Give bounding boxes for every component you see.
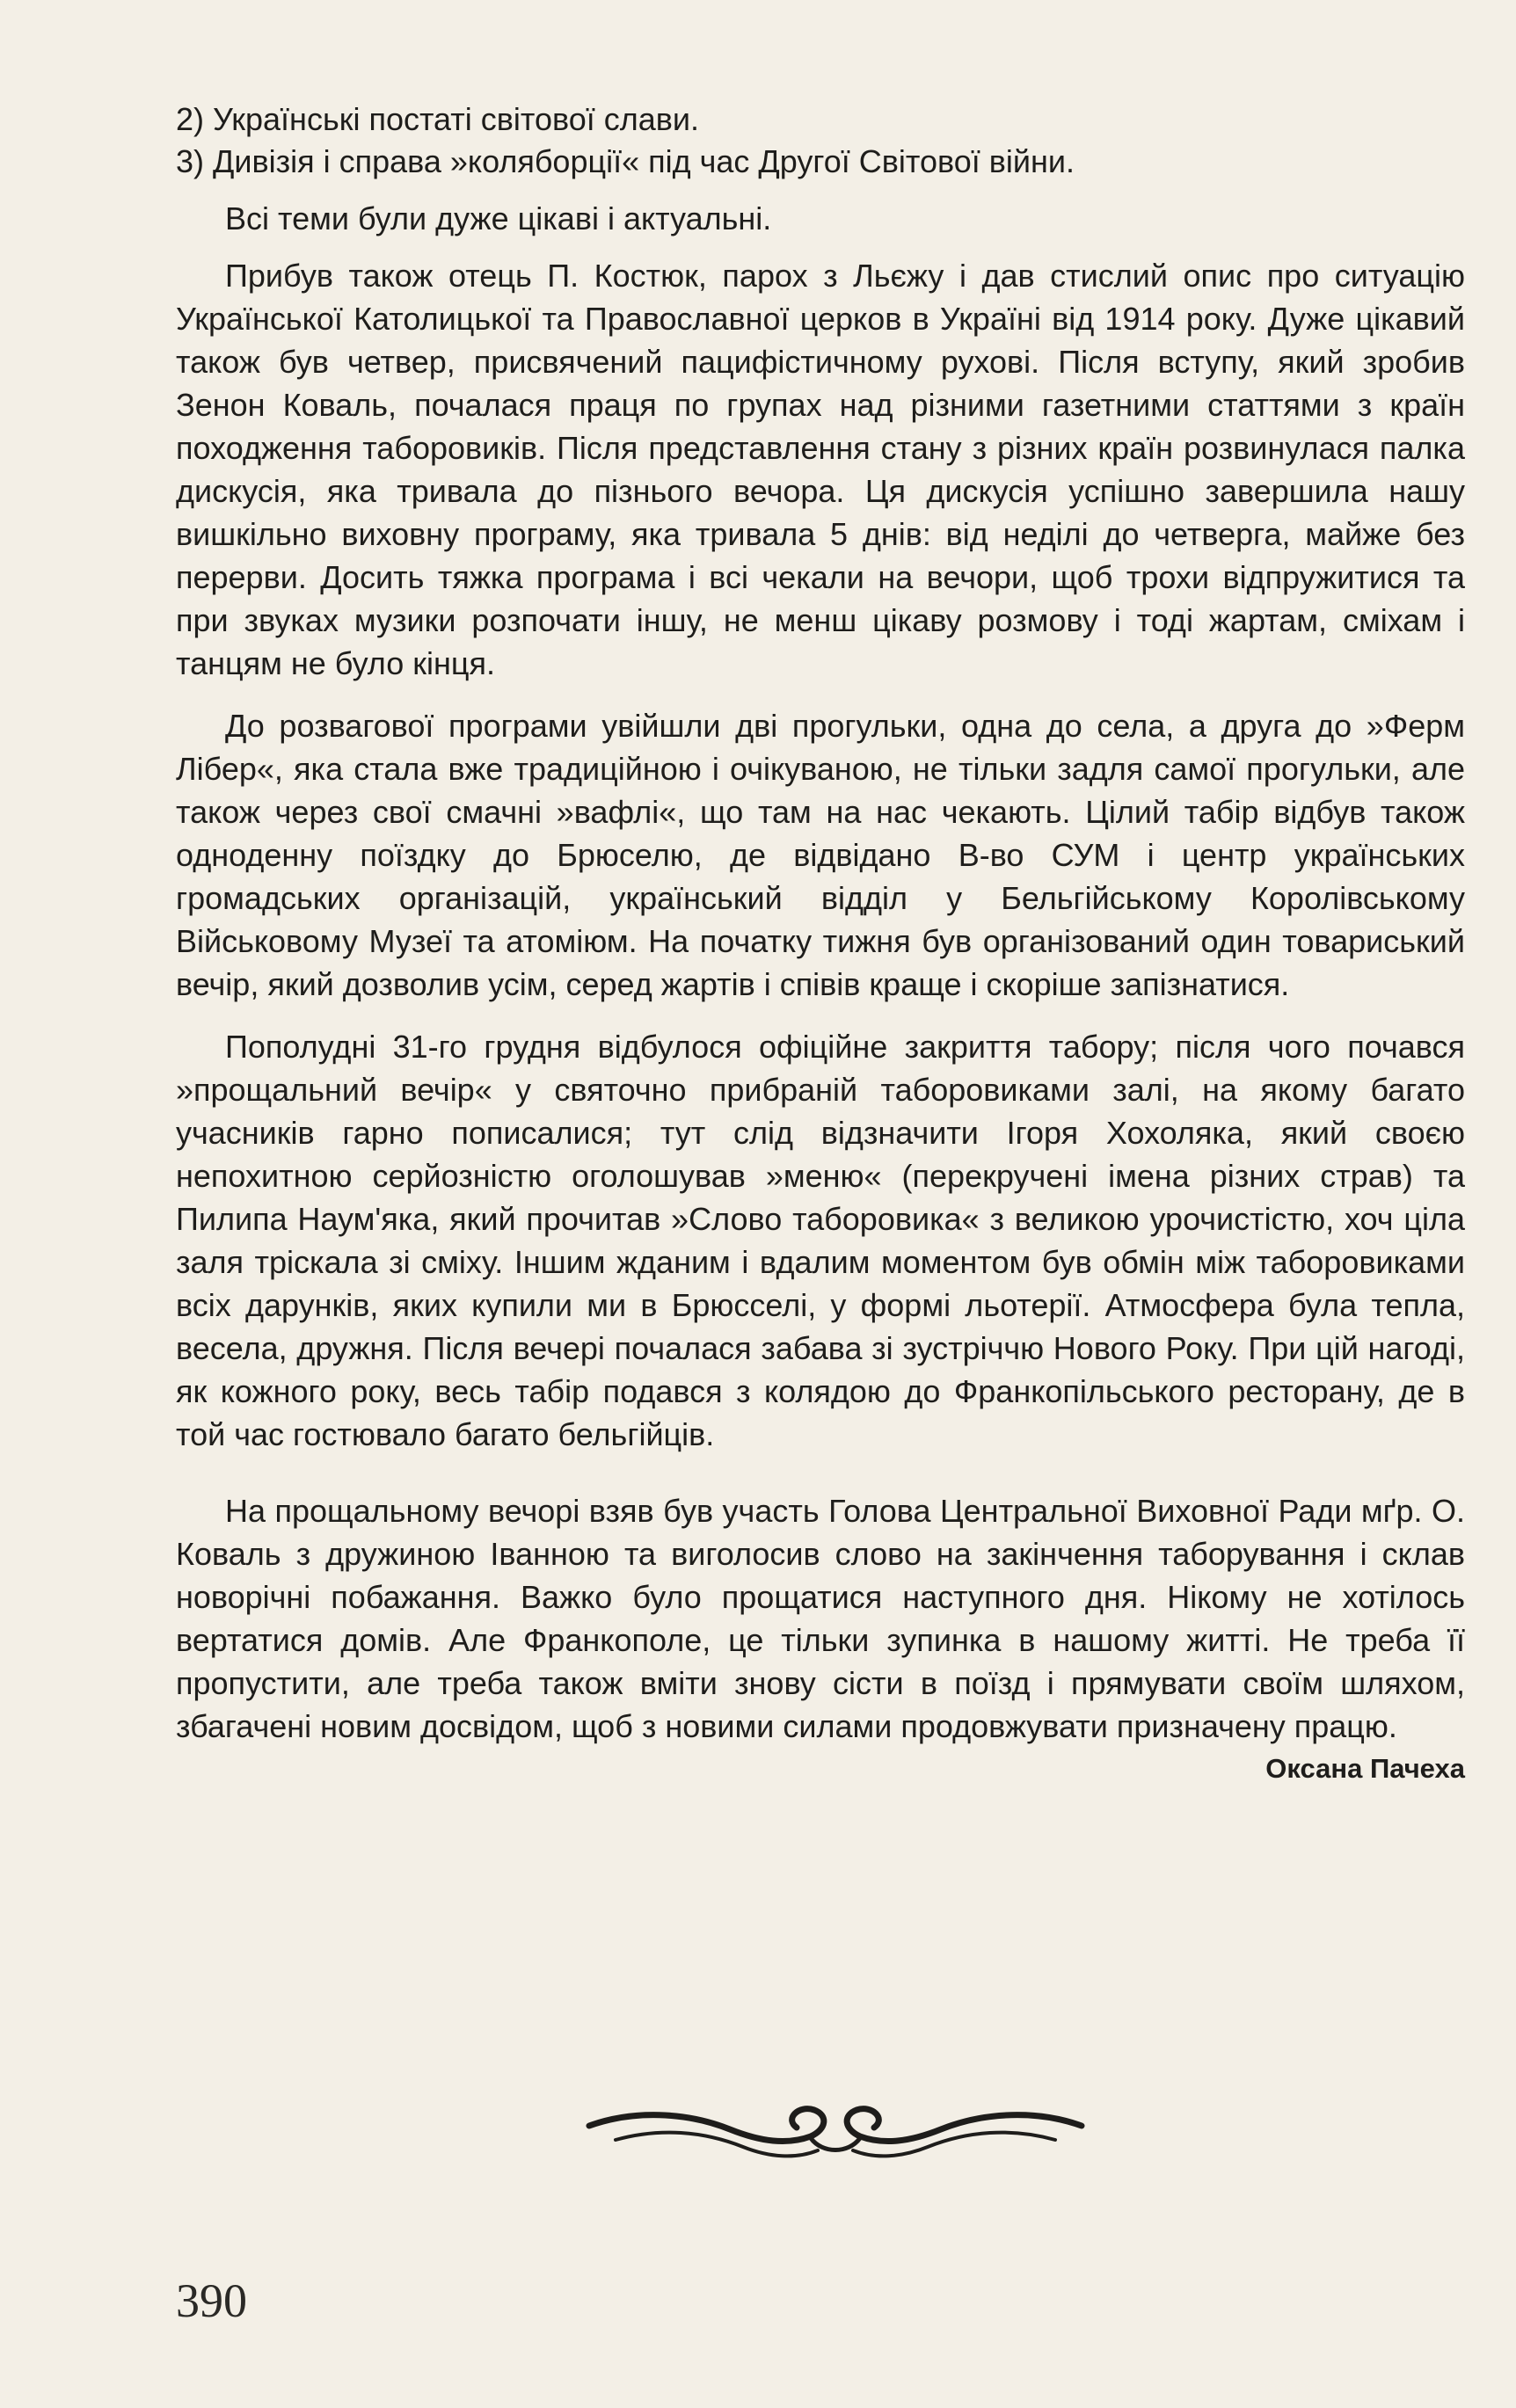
paragraph: Пополудні 31-го грудня відбулося офіційне закриття табору; після чого почався »прощальний вечір« у святочно прибраній таборовиками залі, на якому багато учасників гарно пописалися; тут слід відзначити Ігоря Хохоляка, який своєю непохитною серйозністю оголошував »меню« (перекручені імена різних страв) та Пилипа Наум'яка, який прочитав »Слово таборовика« з великою урочистістю, хоч ціла заля тріскала зі сміху. Іншим жданим і вдалим моментом був обмін між таборовиками всіх дарунків, яких купили ми в Брюсселі, у формі льотерії. Атмосфера була тепла, весела, дружня. Після вечері почалася забава зі зустріччю Нового Року. При цій нагоді, як кожного року, весь табір подався з колядою до Франкопільського ресторану, де в той час гостювало багато бельгійців.: [176, 1029, 1465, 1452]
page-content: [176, 98, 1465, 1785]
list-item: 2) Українські постаті світової слави.: [176, 101, 700, 137]
paragraph: Прибув також отець П. Костюк, парох з Льєжу і дав стислий опис про ситуацію Української Католицької та Православної церков в Україні від 1914 року. Дуже цікавий також був четвер, присвячений пацифістичному рухові. Після вступу, який зробив Зенон Коваль, почалася праця по групах над різними газетними статтями з країн походження таборовиків. Після представлення стану з різних країн розвинулася палка дискусія, яка тривала до пізнього вечора. Ця дискусія успішно завершила нашу вишкільно виховну програму, яка тривала 5 днів: від неділі до четверга, майже без перерви. Досить тяжка програма і всі чекали на вечори, щоб трохи відпружитися та при звуках музики розпочати іншу, не менш цікаву розмову і тоді жартам, сміхам і танцям не було кінця.: [176, 258, 1465, 681]
paragraph: На прощальному вечорі взяв був участь Голова Центральної Виховної Ради мґр. О. Коваль з дружиною Іванною та виголосив слово на закінчення таборування і склав новорічні побажання. Важко було прощатися наступного дня. Нікому не хотілось вертатися домів. Але Франкополе, це тільки зупинка в нашому житті. Не треба її пропустити, але треба також вміти знову сісти в поїзд і прямувати своїм шляхом, збагачені новим досвідом, щоб з новими силами продовжувати призначену працю.: [176, 1493, 1465, 1744]
paragraph: Всі теми були дуже цікаві і актуальні.: [225, 200, 772, 236]
author-signature: Оксана Пачеха: [1265, 1753, 1465, 1784]
page-number: 390: [176, 2274, 247, 2327]
list-item: 3) Дивізія і справа »коляборції« під час Другої Світової війни.: [176, 143, 1075, 179]
paragraph: До розвагової програми увійшли дві прогульки, одна до села, а друга до »Ферм Лібер«, яка стала вже традиційною і очікуваною, не тільки задля самої прогульки, але також через свої смачні »вафлі«, що там на нас чекають. Цілий табір відбув також одноденну поїздку до Брюселю, де відвідано В-во СУМ і центр українських громадських організацій, український відділ у Бельгійському Королівському Військовому Музеї та атоміюм. На початку тижня був організований один товариський вечір, який дозволив усім, серед жартів і співів краще і скоріше запізнатися.: [176, 708, 1465, 1002]
decorative-swash-ornament-icon: [580, 2075, 1090, 2189]
